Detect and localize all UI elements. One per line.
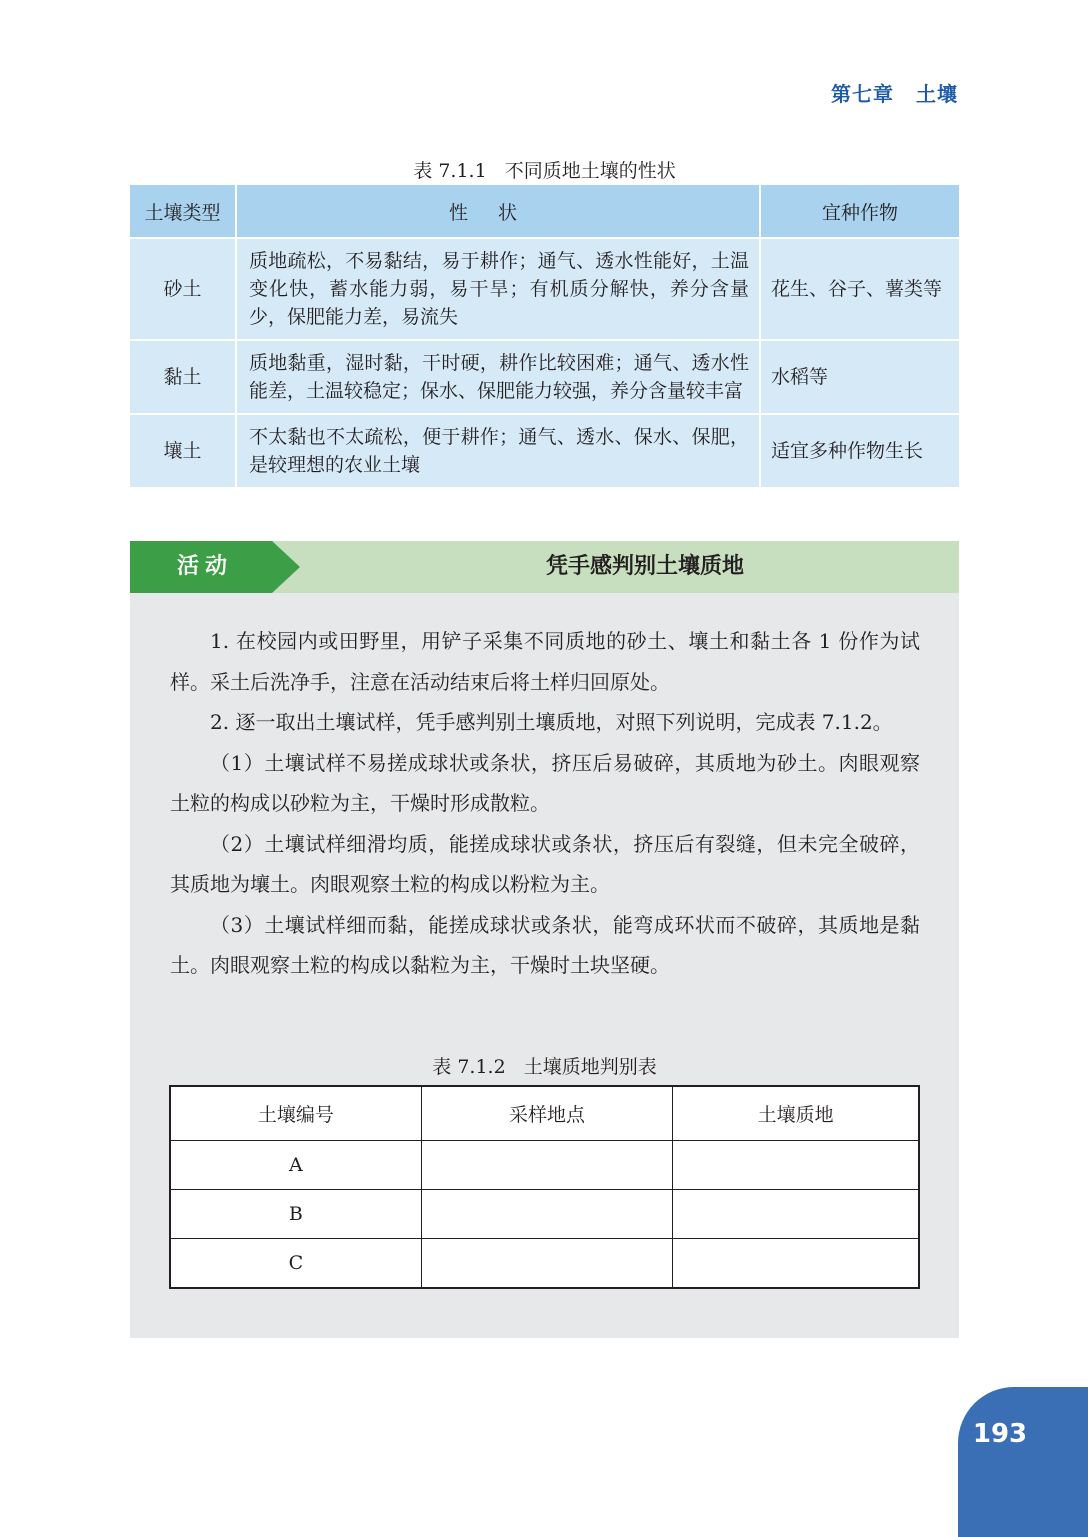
chapter-label: 第七章 — [831, 82, 894, 106]
table-row — [170, 1141, 919, 1190]
column-header-type: 土壤类型 — [130, 185, 236, 238]
soil-id-cell: B — [170, 1190, 421, 1239]
column-header-texture: 土壤质地 — [673, 1086, 919, 1141]
crops-cell: 花生、谷子、薯类等 — [760, 238, 959, 340]
table-row — [170, 1190, 919, 1239]
table-row — [130, 238, 959, 340]
soil-id-cell: A — [170, 1141, 421, 1190]
activity-tag: 活动 — [176, 554, 233, 579]
properties-cell: 质地疏松，不易黏结，易于耕作；通气、透水性能好，土温变化快，蓄水能力弱，易干旱；有机质分解快，养分含量少，保肥能力差，易流失 — [236, 238, 760, 340]
activity-paragraph: 1. 在校园内或田野里，用铲子采集不同质地的砂土、壤土和黏土各 1 份作为试样。采土后洗净手，注意在活动结束后将土样归回原处。 — [170, 629, 920, 694]
page-number: 193 — [972, 1419, 1028, 1449]
soil-id-cell: C — [170, 1239, 421, 1289]
running-header — [831, 78, 958, 107]
activity-title-bar — [130, 541, 959, 593]
table-caption-2 — [130, 1052, 959, 1079]
soil-type-cell: 黏土 — [130, 340, 236, 414]
page-number-tab — [958, 1387, 1088, 1537]
activity-paragraph: （1）土壤试样不易搓成球状或条状，挤压后易破碎，其质地为砂土。肉眼观察土粒的构成以砂粒为主，干燥时形成散粒。 — [170, 750, 920, 815]
table-caption-1 — [130, 156, 959, 183]
activity-paragraph: （3）土壤试样细而黏，能搓成球状或条状，能弯成环状而不破碎，其质地是黏土。肉眼观察土粒的构成以黏粒为主，干燥时土块坚硬。 — [170, 912, 920, 977]
table-title-1: 不同质地土壤的性状 — [504, 160, 676, 182]
column-header-id: 土壤编号 — [170, 1086, 421, 1141]
crops-cell: 水稻等 — [760, 340, 959, 414]
column-header-crops: 宜种作物 — [760, 185, 959, 238]
location-cell[interactable] — [421, 1239, 672, 1289]
column-header-location: 采样地点 — [421, 1086, 672, 1141]
column-header-properties: 性状 — [236, 185, 760, 238]
table-header-row — [130, 185, 959, 238]
table-header-row — [170, 1086, 919, 1141]
activity-body — [170, 621, 920, 986]
location-cell[interactable] — [421, 1141, 672, 1190]
crops-cell: 适宜多种作物生长 — [760, 414, 959, 488]
soil-type-cell: 壤土 — [130, 414, 236, 488]
soil-type-cell: 砂土 — [130, 238, 236, 340]
activity-title: 凭手感判别土壤质地 — [545, 554, 744, 579]
properties-cell: 不太黏也不太疏松，便于耕作；通气、透水、保水、保肥，是较理想的农业土壤 — [236, 414, 760, 488]
texture-cell[interactable] — [673, 1190, 919, 1239]
table-number-2: 表 7.1.2 — [432, 1056, 506, 1078]
table-row — [130, 340, 959, 414]
activity-paragraph: 2. 逐一取出土壤试样，凭手感判别土壤质地，对照下列说明，完成表 7.1.2。 — [210, 710, 893, 734]
texture-cell[interactable] — [673, 1239, 919, 1289]
table-row — [170, 1239, 919, 1289]
soil-identification-table — [169, 1085, 920, 1289]
properties-cell: 质地黏重，湿时黏，干时硬，耕作比较困难；通气、透水性能差，土温较稳定；保水、保肥能力较强，养分含量较丰富 — [236, 340, 760, 414]
table-number-1: 表 7.1.1 — [413, 160, 487, 182]
activity-paragraph: （2）土壤试样细滑均质，能搓成球状或条状，挤压后有裂缝，但未完全破碎，其质地为壤土。肉眼观察土粒的构成以粉粒为主。 — [170, 831, 920, 896]
table-title-2: 土壤质地判别表 — [523, 1056, 657, 1078]
table-row — [130, 414, 959, 488]
chapter-title: 土壤 — [916, 82, 958, 106]
location-cell[interactable] — [421, 1190, 672, 1239]
soil-properties-table — [130, 185, 959, 489]
texture-cell[interactable] — [673, 1141, 919, 1190]
